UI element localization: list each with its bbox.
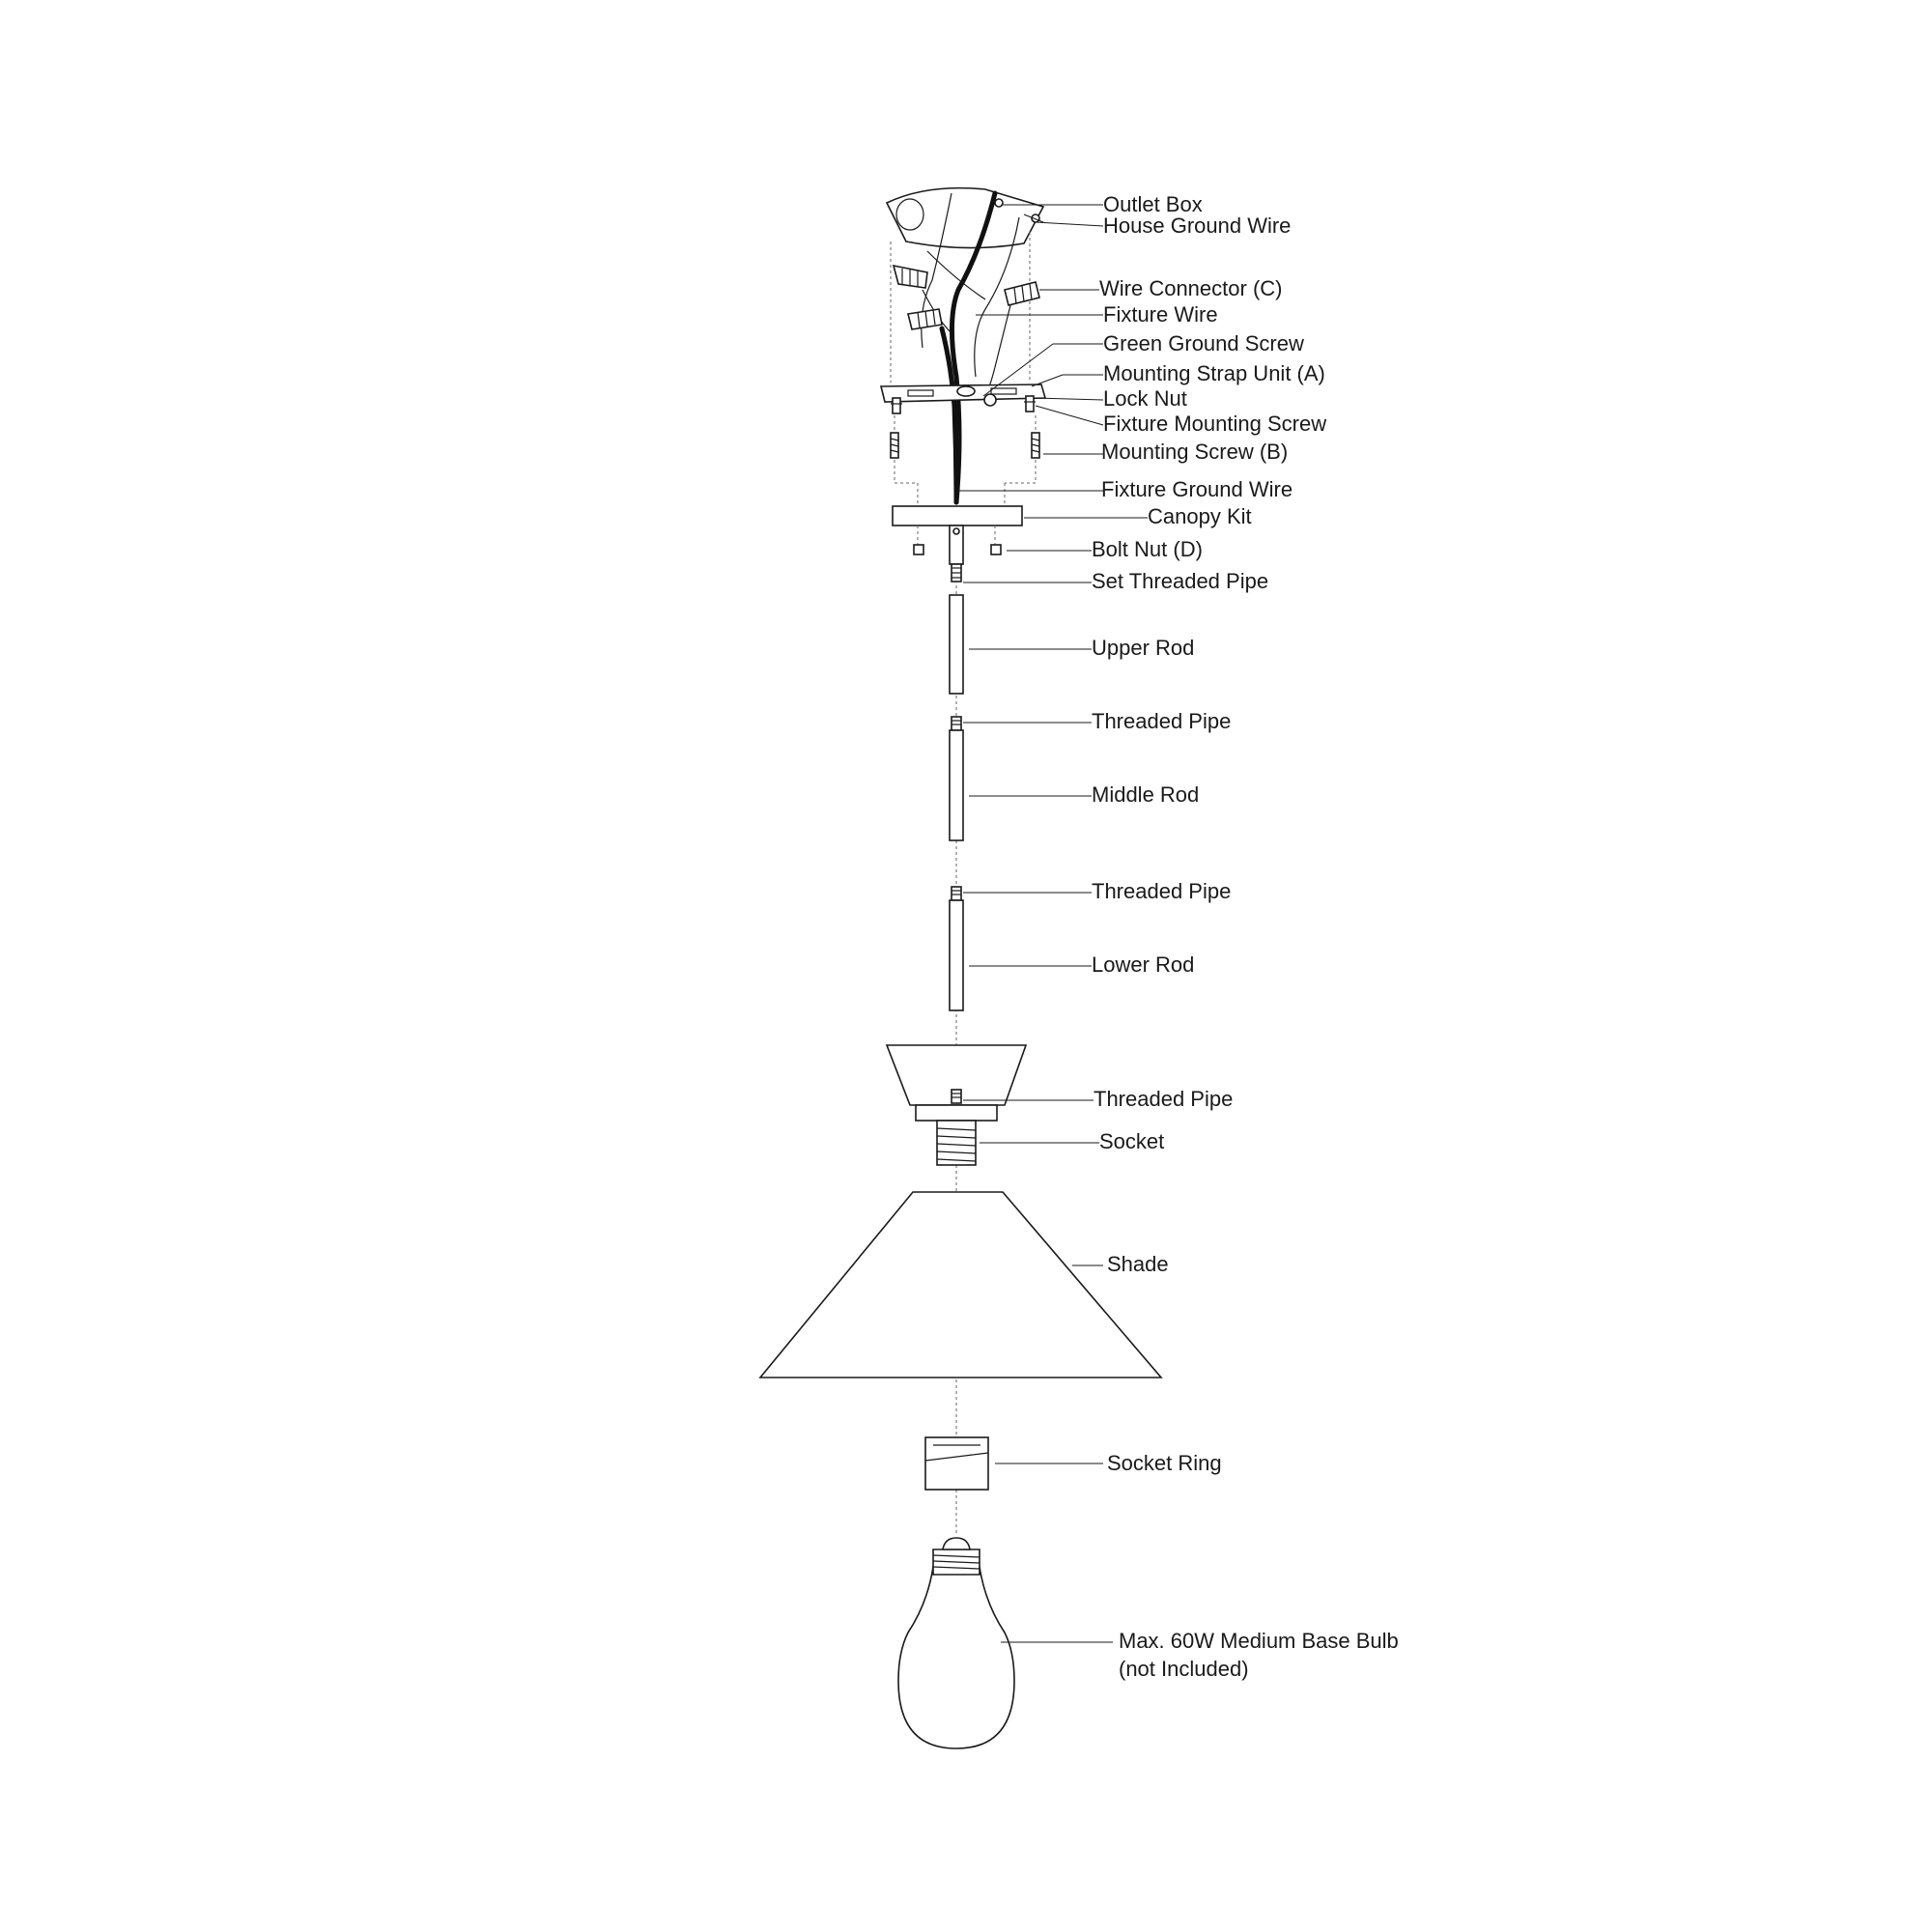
label-bulb-line1: Max. 60W Medium Base Bulb [1119,1629,1399,1653]
socket-collar [916,1105,997,1121]
shade [760,1192,1161,1378]
threaded-pipe-3 [952,1090,961,1103]
label-lock-nut: Lock Nut [1103,386,1187,411]
mounting-screw-left [891,433,898,458]
lower-rod [950,900,963,1010]
label-threaded-pipe-2: Threaded Pipe [1092,879,1232,903]
label-socket: Socket [1099,1129,1165,1153]
label-upper-rod: Upper Rod [1092,636,1195,660]
wire-connector-left-upper [894,266,927,288]
label-mounting-screw: Mounting Screw (B) [1101,440,1289,464]
label-mounting-strap-unit: Mounting Strap Unit (A) [1103,361,1325,385]
middle-rod [950,730,963,840]
label-bolt-nut: Bolt Nut (D) [1092,537,1203,561]
socket-ring [925,1437,988,1490]
label-fixture-mounting-screw: Fixture Mounting Screw [1103,412,1327,436]
label-lower-rod: Lower Rod [1092,952,1195,977]
label-threaded-pipe-1: Threaded Pipe [1092,709,1232,733]
label-canopy-kit: Canopy Kit [1148,504,1252,528]
label-socket-ring: Socket Ring [1107,1451,1222,1475]
bolt-nut-left [914,545,923,554]
upper-rod [950,595,963,694]
threaded-pipe-2 [952,887,961,900]
set-threaded-pipe [952,564,961,582]
outlet-box [887,188,1043,248]
wire-connector-right [1005,282,1039,305]
label-house-ground-wire: House Ground Wire [1103,213,1292,238]
socket [937,1121,976,1165]
bulb [898,1538,1014,1748]
wire-connector-left-lower [908,309,942,329]
label-set-threaded-pipe: Set Threaded Pipe [1092,569,1269,593]
canopy-kit [893,506,1022,526]
threaded-pipe-1 [952,717,961,730]
mounting-screw-right [1032,433,1039,458]
label-threaded-pipe-3: Threaded Pipe [1094,1087,1234,1111]
label-wire-connector: Wire Connector (C) [1099,276,1283,300]
label-outlet-box: Outlet Box [1103,192,1203,216]
label-bulb-line2: (not Included) [1119,1657,1249,1681]
label-fixture-wire: Fixture Wire [1103,302,1218,327]
label-fixture-ground-wire: Fixture Ground Wire [1101,477,1293,501]
label-green-ground-screw: Green Ground Screw [1103,331,1304,355]
label-shade: Shade [1107,1252,1169,1276]
label-middle-rod: Middle Rod [1092,782,1200,807]
canopy-nipple [950,526,963,564]
bolt-nut-right [991,545,1001,554]
mounting-strap-unit [881,384,1045,413]
